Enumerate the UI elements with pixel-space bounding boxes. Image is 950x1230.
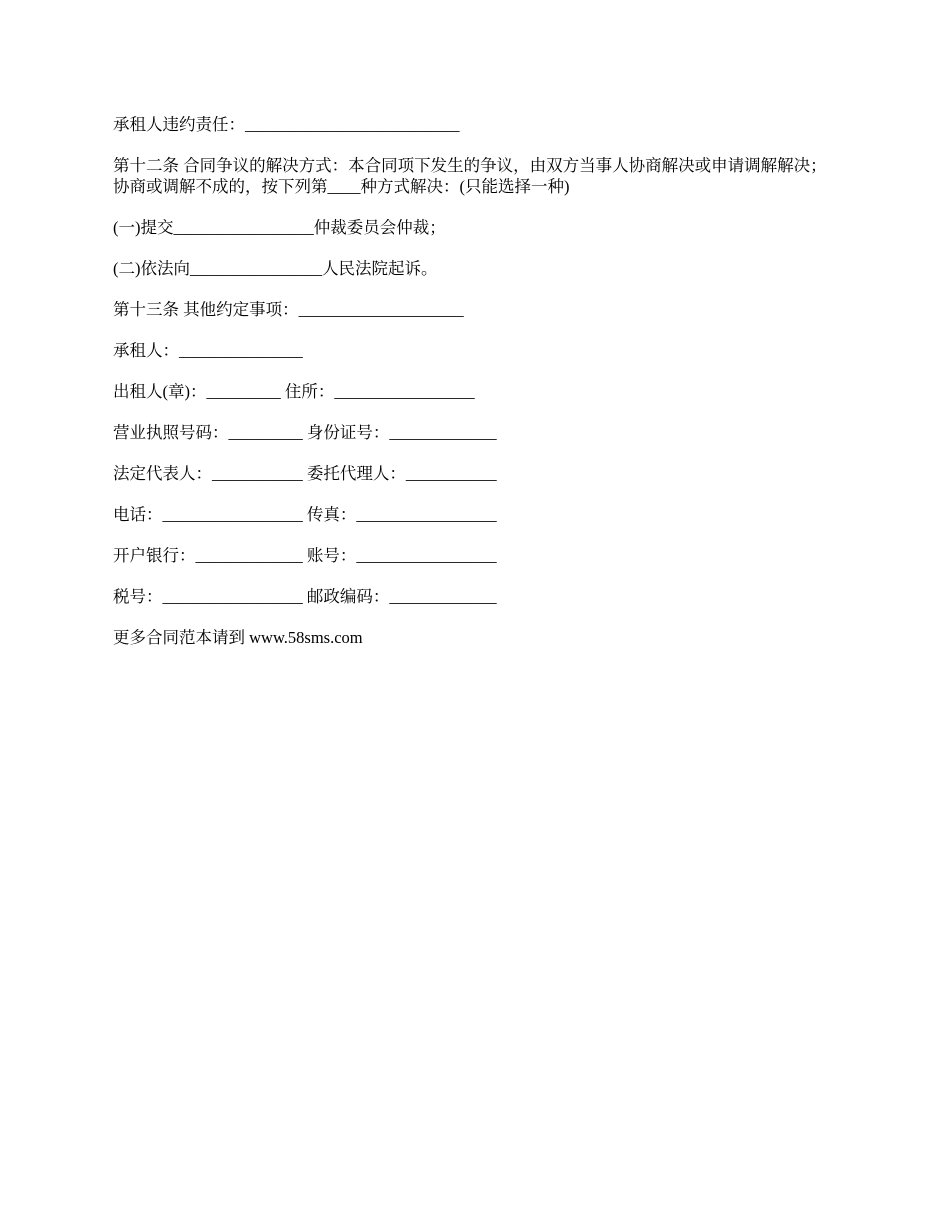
lessor-seal-address: 出租人(章)：_________ 住所：_________________ [113,382,475,401]
contract-page [113,114,833,668]
tax-postcode: 税号：_________________ 邮政编码：_____________ [113,587,497,606]
option-arbitration: (一)提交_________________仲裁委员会仲裁； [113,218,446,237]
phone-fax: 电话：_________________ 传真：_________________ [113,505,497,524]
footer-more-templates: 更多合同范本请到 www.58sms.com [113,628,363,647]
bank-account: 开户银行：_____________ 账号：_________________ [113,546,497,565]
lessee-signature: 承租人：_______________ [113,341,303,360]
lessee-breach-liability: 承租人违约责任：__________________________ [113,115,460,134]
option-litigation: (二)依法向________________人民法院起诉。 [113,259,438,278]
legal-rep-agent: 法定代表人：___________ 委托代理人：___________ [113,464,497,483]
license-id-number: 营业执照号码：_________ 身份证号：_____________ [113,423,497,442]
article-13-other-terms: 第十三条 其他约定事项：____________________ [113,300,464,319]
article-12-dispute-resolution: 第十二条 合同争议的解决方式：本合同项下发生的争议，由双方当事人协商解决或申请调解解决；协商或调解不成的，按下列第____种方式解决：(只能选择一种) [113,156,827,196]
